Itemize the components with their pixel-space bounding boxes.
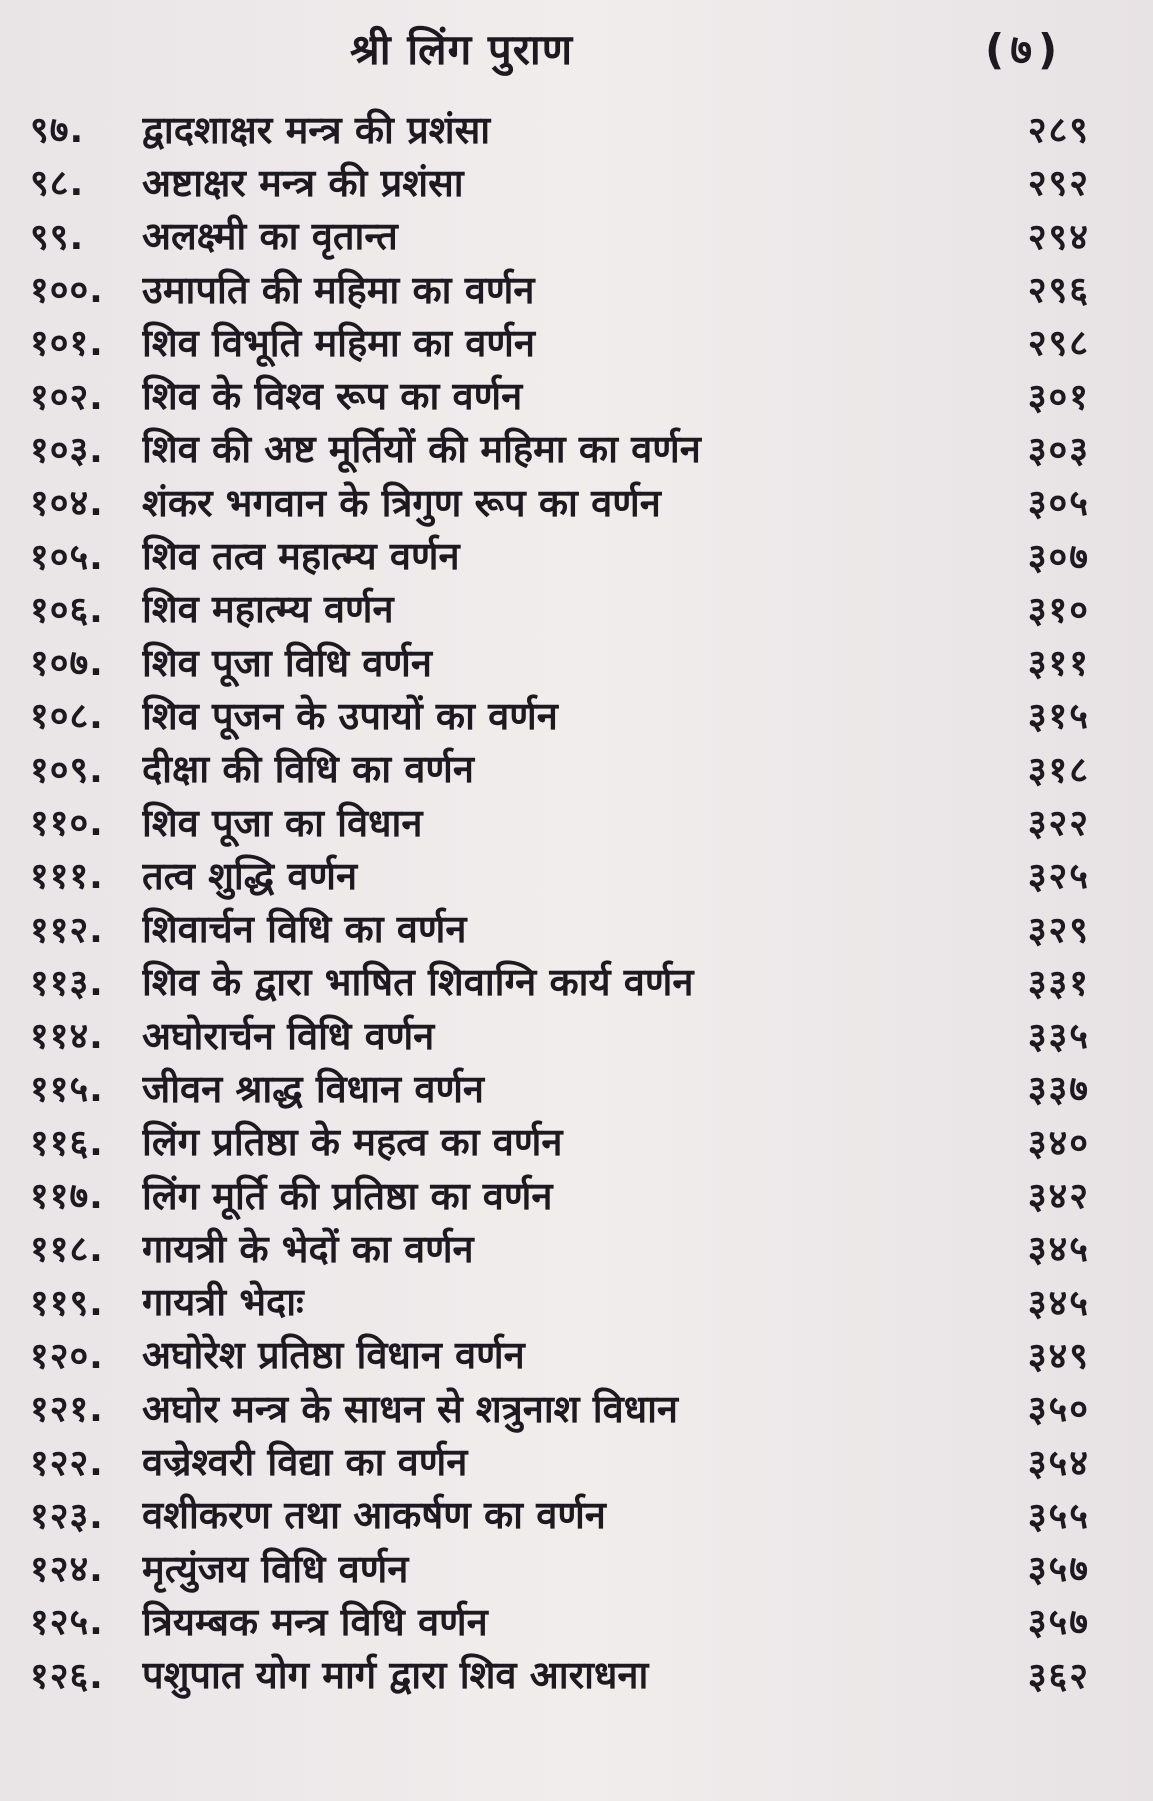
entry-title: अघोरार्चन विधि वर्णन <box>142 1013 435 1058</box>
entry-page: ३४९ <box>1027 1335 1090 1377</box>
entry-page: ३०३ <box>1027 429 1090 471</box>
toc-entry <box>30 1061 1090 1114</box>
entry-page: ३२९ <box>1027 909 1090 951</box>
entry-title: शिव के विश्व रूप का वर्णन <box>142 374 523 419</box>
entry-page: ३१५ <box>1027 696 1090 738</box>
toc-entry <box>30 1168 1090 1221</box>
entry-title: वशीकरण तथा आकर्षण का वर्णन <box>142 1493 606 1538</box>
entry-title: गायत्री भेदाः <box>142 1280 304 1325</box>
entry-number: १२२. <box>30 1442 104 1484</box>
entry-page: २८९ <box>1027 110 1090 152</box>
book-title: श्री लिंग पुराण <box>350 25 574 74</box>
entry-title: शंकर भगवान के त्रिगुण रूप का वर्णन <box>142 480 661 525</box>
toc-entry <box>30 1008 1090 1061</box>
entry-title: शिव विभूति महिमा का वर्णन <box>142 320 535 365</box>
entry-title: उमापति की महिमा का वर्णन <box>142 267 535 312</box>
entry-page: ३१० <box>1027 589 1090 631</box>
entry-page: ३५५ <box>1027 1495 1090 1537</box>
entry-title: शिव पूजा विधि वर्णन <box>142 640 432 685</box>
entry-number: १२५. <box>30 1602 104 1644</box>
toc-entry <box>30 528 1090 581</box>
entry-number: १२६. <box>30 1655 104 1697</box>
entry-title: पशुपात योग मार्ग द्वारा शिव आराधना <box>142 1653 649 1698</box>
entry-title: शिव की अष्ट मूर्तियों की महिमा का वर्णन <box>142 427 701 472</box>
entry-page: ३५७ <box>1027 1602 1090 1644</box>
toc-entry <box>30 422 1090 475</box>
entry-number: ९८. <box>30 163 85 205</box>
entry-page: ३४५ <box>1027 1282 1090 1324</box>
entry-number: ११९. <box>30 1282 104 1324</box>
entry-page: ३३७ <box>1027 1069 1090 1111</box>
entry-title: मृत्युंजय विधि वर्णन <box>142 1546 409 1591</box>
toc-entry <box>30 262 1090 315</box>
entry-page: ३२२ <box>1027 803 1090 844</box>
entry-number: १२०. <box>30 1335 104 1377</box>
entry-number: १०५. <box>30 536 104 578</box>
entry-title: शिव के द्वारा भाषित शिवाग्नि कार्य वर्णन <box>142 960 694 1005</box>
entry-title: अष्टाक्षर मन्त्र की प्रशंसा <box>142 160 464 205</box>
entry-page: ३३१ <box>1027 962 1090 1004</box>
entry-page: ३११ <box>1027 643 1090 685</box>
entry-number: १०८. <box>30 696 104 738</box>
entry-page: २९६ <box>1027 270 1090 312</box>
entry-number: ११०. <box>30 803 104 844</box>
entry-number: ११८. <box>30 1229 104 1271</box>
toc-entry <box>30 955 1090 1008</box>
toc-entry <box>30 102 1090 155</box>
entry-number: ११५. <box>30 1069 104 1111</box>
toc-entry <box>30 209 1090 262</box>
entry-title: दीक्षा की विधि का वर्णन <box>142 747 474 792</box>
entry-number: १०१. <box>30 323 104 365</box>
entry-number: १११. <box>30 856 104 898</box>
toc-entry <box>30 742 1090 795</box>
toc-entry <box>30 1594 1090 1647</box>
entry-number: ११७. <box>30 1176 104 1218</box>
entry-number: १००. <box>30 270 104 312</box>
toc-entry <box>30 795 1090 848</box>
toc-entry <box>30 1434 1090 1487</box>
entry-title: गायत्री के भेदों का वर्णन <box>142 1226 474 1271</box>
toc-entry <box>30 1328 1090 1381</box>
entry-title: लिंग मूर्ति की प्रतिष्ठा का वर्णन <box>142 1173 553 1218</box>
entry-page: ३४५ <box>1027 1229 1090 1271</box>
entry-number: १०७. <box>30 643 104 685</box>
entry-title: जीवन श्राद्ध विधान वर्णन <box>142 1066 485 1111</box>
toc-entry <box>30 1275 1090 1328</box>
entry-number: १०९. <box>30 749 104 791</box>
entry-title: अघोर मन्त्र के साधन से शत्रुनाश विधान <box>142 1386 679 1431</box>
toc-entry <box>30 1648 1090 1701</box>
entry-number: ११४. <box>30 1016 104 1058</box>
entry-number: ९९. <box>30 216 85 258</box>
entry-page: २९२ <box>1027 163 1090 205</box>
entry-number: ११३. <box>30 962 104 1004</box>
entry-number: १०६. <box>30 589 104 631</box>
entry-number: १०४. <box>30 483 104 525</box>
toc-entry <box>30 688 1090 741</box>
entry-title: द्वादशाक्षर मन्त्र की प्रशंसा <box>142 107 491 152</box>
toc-entry <box>30 1381 1090 1434</box>
entry-title: शिवार्चन विधि का वर्णन <box>142 907 467 952</box>
toc-entry <box>30 1488 1090 1541</box>
entry-number: १०३. <box>30 429 104 471</box>
entry-page: ३०७ <box>1027 536 1090 578</box>
page-header <box>0 20 1153 80</box>
entry-title: तत्व शुद्धि वर्णन <box>142 853 358 898</box>
entry-page: ३४० <box>1027 1122 1090 1164</box>
entry-page: ३०५ <box>1027 483 1090 525</box>
entry-page: ३५० <box>1027 1389 1090 1431</box>
entry-page: ३४२ <box>1027 1176 1090 1218</box>
toc-entry <box>30 475 1090 528</box>
toc-entry <box>30 155 1090 208</box>
toc-entry <box>30 848 1090 901</box>
toc-entry <box>30 582 1090 635</box>
entry-page: २९४ <box>1027 216 1090 258</box>
entry-number: १२१. <box>30 1389 104 1431</box>
entry-title: शिव महात्म्य वर्णन <box>142 587 394 632</box>
toc-entry <box>30 368 1090 421</box>
entry-title: वज्रेश्वरी विद्या का वर्णन <box>142 1440 468 1485</box>
entry-number: ११२. <box>30 909 104 951</box>
entry-page: २९८ <box>1027 323 1090 365</box>
entry-number: १२३. <box>30 1495 104 1537</box>
entry-page: ३२५ <box>1027 856 1090 898</box>
entry-title: लिंग प्रतिष्ठा के महत्व का वर्णन <box>142 1120 563 1165</box>
entry-page: ३५७ <box>1027 1549 1090 1591</box>
entry-number: ११६. <box>30 1122 104 1164</box>
table-of-contents <box>30 102 1090 1701</box>
page-number: (७) <box>985 25 1064 74</box>
toc-entry <box>30 635 1090 688</box>
entry-title: त्रियम्बक मन्त्र विधि वर्णन <box>142 1599 488 1644</box>
entry-number: १२४. <box>30 1549 104 1591</box>
entry-page: ३१८ <box>1027 749 1090 791</box>
entry-page: ३६२ <box>1027 1655 1090 1697</box>
entry-page: ३०१ <box>1027 376 1090 418</box>
entry-number: ९७. <box>30 110 85 152</box>
toc-entry <box>30 315 1090 368</box>
entry-page: ३३५ <box>1027 1016 1090 1058</box>
entry-number: १०२. <box>30 376 104 418</box>
toc-entry <box>30 1541 1090 1594</box>
entry-title: अघोरेश प्रतिष्ठा विधान वर्णन <box>142 1333 525 1378</box>
entry-title: शिव पूजन के उपायों का वर्णन <box>142 693 558 738</box>
entry-page: ३५४ <box>1027 1442 1090 1484</box>
toc-entry <box>30 1115 1090 1168</box>
entry-title: शिव तत्व महात्म्य वर्णन <box>142 534 460 579</box>
entry-title: अलक्ष्मी का वृतान्त <box>142 214 398 259</box>
toc-entry <box>30 901 1090 954</box>
toc-entry <box>30 1221 1090 1274</box>
entry-title: शिव पूजा का विधान <box>142 800 423 845</box>
